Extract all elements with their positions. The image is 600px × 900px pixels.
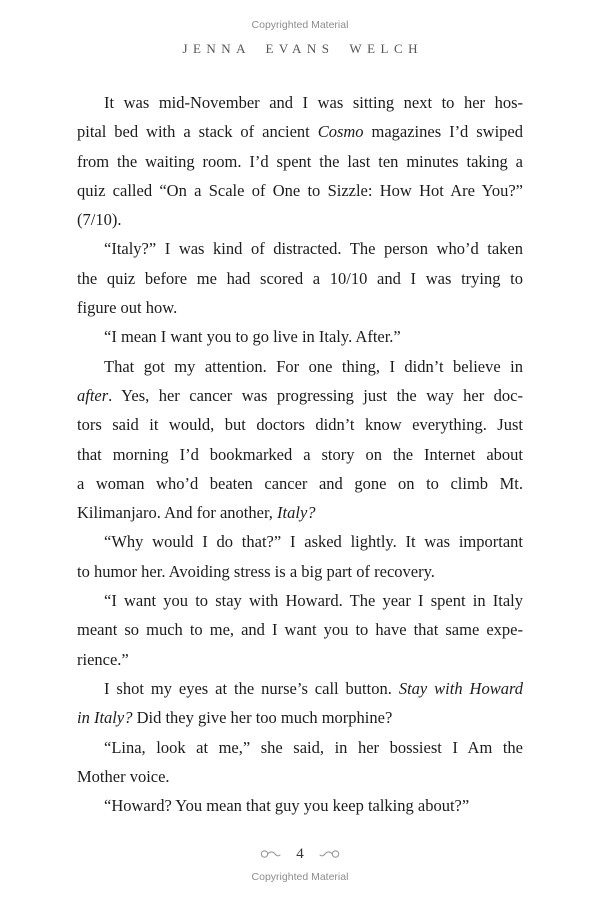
paragraph bbox=[77, 791, 523, 820]
paragraph bbox=[77, 88, 523, 234]
text-run: I shot my eyes at the nurse’s call button. bbox=[104, 678, 399, 698]
text-line bbox=[77, 586, 523, 615]
text-run: Kilimanjaro. And for another, bbox=[77, 503, 278, 523]
text-line bbox=[77, 527, 523, 556]
text-line bbox=[77, 381, 523, 410]
text-run: “Why would I do that?” I asked lightly. It was important bbox=[104, 532, 523, 552]
text-run: to humor her. Avoiding stress is a big part of recovery. bbox=[77, 561, 435, 581]
text-run: It was mid-November and I was sitting next to her hos- bbox=[104, 93, 523, 112]
text-line bbox=[77, 469, 523, 498]
text-line bbox=[77, 117, 523, 146]
right-scroll-ornament-icon bbox=[319, 849, 341, 859]
text-run: Mother voice. bbox=[77, 766, 170, 786]
text-run: that morning I’d bookmarked a story on the Internet about bbox=[77, 444, 523, 464]
text-line bbox=[77, 440, 523, 469]
text-line bbox=[77, 352, 523, 381]
paragraph bbox=[77, 352, 523, 528]
text-line bbox=[77, 645, 523, 674]
text-run: (7/10). bbox=[77, 210, 122, 230]
italic-text-run: in Italy? bbox=[77, 708, 133, 728]
text-run: meant so much to me, and I want you to have that same expe- bbox=[77, 620, 523, 640]
text-line bbox=[77, 147, 523, 176]
text-run: “Italy?” I was kind of distracted. The person who’d taken bbox=[104, 239, 523, 259]
text-line bbox=[77, 557, 523, 586]
text-run: Did they give her too much morphine? bbox=[132, 708, 393, 728]
text-line bbox=[77, 762, 523, 791]
text-run: magazines I’d swiped bbox=[363, 122, 523, 142]
italic-text-run: after bbox=[77, 385, 109, 405]
text-line bbox=[77, 674, 523, 703]
italic-text-run: Italy? bbox=[277, 503, 316, 523]
copyright-notice-bottom: Copyrighted Material bbox=[251, 871, 349, 883]
paragraph bbox=[77, 527, 523, 586]
text-run: pital bed with a stack of ancient bbox=[77, 122, 318, 142]
italic-text-run: Cosmo bbox=[317, 122, 364, 142]
text-line bbox=[77, 264, 523, 293]
text-run: . Yes, her cancer was progressing just the way her doc- bbox=[108, 385, 523, 405]
text-line bbox=[77, 615, 523, 644]
text-run: That got my attention. For one thing, I didn’t believe in bbox=[104, 356, 523, 376]
text-line bbox=[77, 293, 523, 322]
text-line bbox=[77, 733, 523, 762]
text-line bbox=[77, 703, 523, 732]
text-line bbox=[77, 88, 523, 117]
text-run: “Howard? You mean that guy you keep talking about?” bbox=[104, 796, 470, 816]
text-run: “I want you to stay with Howard. The year I spent in Italy bbox=[104, 591, 523, 611]
paragraph bbox=[77, 234, 523, 322]
author-header: JENNA EVANS WELCH bbox=[182, 41, 423, 56]
paragraph bbox=[77, 586, 523, 674]
text-run: rience.” bbox=[77, 649, 129, 669]
italic-text-run: Stay with Howard bbox=[398, 678, 524, 698]
body-text bbox=[77, 88, 523, 820]
page-number: 4 bbox=[296, 846, 304, 862]
text-run: the quiz before me had scored a 10/10 and I was trying to bbox=[77, 268, 523, 288]
text-line bbox=[77, 322, 523, 351]
text-run: tors said it would, but doctors didn’t know everything. Just bbox=[77, 415, 523, 435]
text-line bbox=[77, 234, 523, 263]
left-scroll-ornament-icon bbox=[259, 849, 281, 859]
text-run: quiz called “On a Scale of One to Sizzle: How Hot Are You?” bbox=[77, 180, 523, 200]
text-line bbox=[77, 791, 523, 820]
text-run: “Lina, look at me,” she said, in her bossiest I Am the bbox=[104, 737, 523, 757]
text-line bbox=[77, 498, 523, 527]
page-footer bbox=[259, 845, 341, 863]
text-line bbox=[77, 205, 523, 234]
text-run: from the waiting room. I’d spent the last ten minutes taking a bbox=[77, 151, 523, 171]
text-line bbox=[77, 410, 523, 439]
copyright-notice-top: Copyrighted Material bbox=[251, 19, 349, 31]
paragraph bbox=[77, 322, 523, 351]
paragraph bbox=[77, 674, 523, 733]
text-run: “I mean I want you to go live in Italy. After.” bbox=[104, 327, 401, 347]
paragraph bbox=[77, 733, 523, 792]
text-line bbox=[77, 176, 523, 205]
text-run: figure out how. bbox=[77, 298, 178, 318]
text-run: a woman who’d beaten cancer and gone on to climb Mt. bbox=[77, 473, 523, 493]
